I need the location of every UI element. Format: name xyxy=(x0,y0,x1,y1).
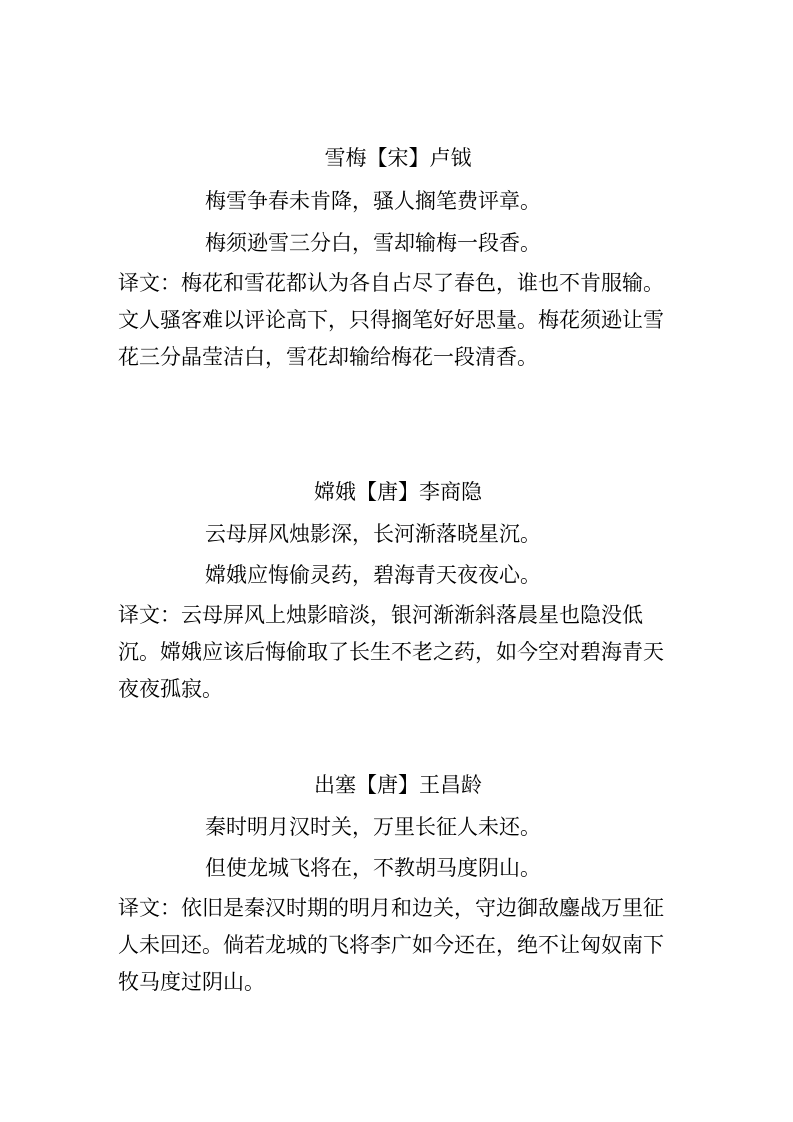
translation-text: 梅花和雪花都认为各自占尽了春色，谁也不肯服输。文人骚客难以评论高下，只得搁笔好好思量。梅花须逊让雪花三分晶莹洁白，雪花却输给梅花一段清香。 xyxy=(118,271,664,369)
poem-line: 梅雪争春未肯降，骚人搁笔费评章。 xyxy=(205,189,541,213)
translation-text: 依旧是秦汉时期的明月和边关，守边御敌鏖战万里征人未回还。倘若龙城的飞将李广如今还在，绝不让匈奴南下牧马度过阴山。 xyxy=(118,896,664,994)
poem-title: 嫦娥【唐】李商隐 xyxy=(314,480,482,504)
poem-line: 云母屏风烛影深，长河渐落晓星沉。 xyxy=(205,522,541,546)
translation-text: 云母屏风上烛影暗淡，银河渐渐斜落晨星也隐没低沉。嫦娥应该后悔偷取了长生不老之药，如今空对碧海青天夜夜孤寂。 xyxy=(118,603,664,701)
translation-paragraph xyxy=(118,597,678,708)
translation-label: 译文： xyxy=(118,271,181,295)
poem-title: 雪梅【宋】卢钺 xyxy=(324,146,472,170)
translation-label: 译文： xyxy=(118,603,181,627)
poem-line: 但使龙城飞将在，不教胡马度阴山。 xyxy=(205,856,541,880)
poem-title: 出塞【唐】王昌龄 xyxy=(314,773,482,797)
translation-label: 译文： xyxy=(118,896,181,920)
poem-line: 嫦娥应悔偷灵药，碧海青天夜夜心。 xyxy=(205,563,541,587)
translation-paragraph xyxy=(118,265,678,376)
translation-paragraph xyxy=(118,890,678,1001)
poem-line: 梅须逊雪三分白，雪却输梅一段香。 xyxy=(205,231,541,255)
poem-line: 秦时明月汉时关，万里长征人未还。 xyxy=(205,815,541,839)
